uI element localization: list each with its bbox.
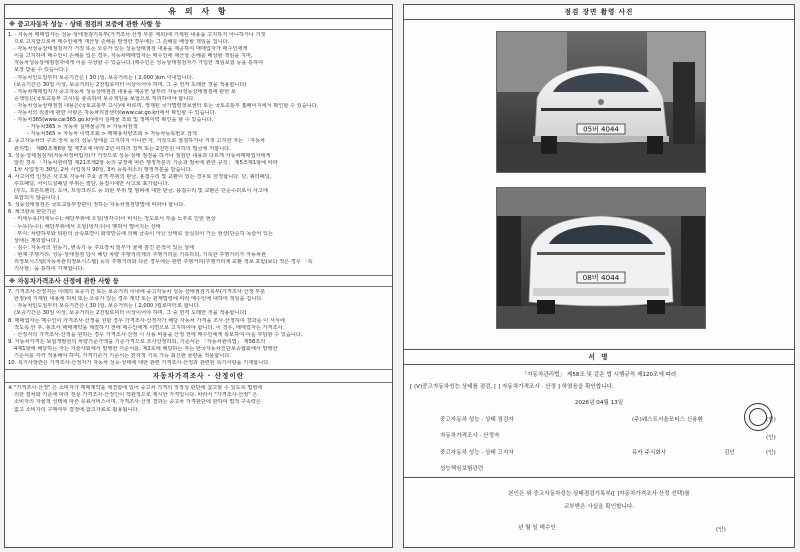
note-line: 3. 성능·상태점검자(자동차정비업자)가 거짓으로 성능·상태 점검을 하거나 점검한 내용과 다르게 자동차매매업자에게 (8, 152, 271, 159)
note-line: · 자동차인도일부터 보증기간은 ( 30 )일, 보증거리는 ( 2,000 )킬로미터로 합니다. (14, 303, 201, 310)
rear-photo (496, 187, 706, 329)
receipt-confirm-line2: 교부받은 사실을 확인합니다. (563, 504, 635, 510)
price-definition-body (5, 383, 392, 415)
note-line: 의한 절차와 기준에 따라 전문 가격조사·산정인이 객관적으로 제시한 가격입니다. 따라서 "가격조사·산정" 은 (14, 392, 258, 399)
note-line: 리정보시스템(자동차관리정보시스템) 등의 주행거리와 다른 경우에는 관련 주행거리(주행거리계 교환 정보 포함)보다 적은 경우 「특 (14, 259, 313, 265)
price-assessor-seal-mark: (인) (766, 435, 776, 441)
confirm-divider (404, 477, 794, 478)
note-line: · 자동차성능상태점검자가 거짓 또는 오류가 있는 성능상태점검 내용을 제공하여 매매업자가 매수인에게 (14, 46, 248, 53)
note-line: 이를 고지하여 매수인이 손해를 입은 경우, 자동차매매업자는 매수인에 재산상 손해를 배상할 책임을 지며, (14, 53, 253, 60)
note-line: (보증기간은 30일 이상, 보증거리는 2천킬로미터 이상이어야 하며, 그 중 먼저 도래한 것을 적용합니다) (14, 310, 247, 317)
note-line: 2. 중고자동차의 구조·장치 등의 성능·상태를 고지하지 아니한 자, 거짓으로 점검하거나 거짓 고지한 자는 「자동차 (8, 138, 266, 145)
note-line: · 자동차365(www.car365.go.kr)에서 실매물 조회 및 정비이력 확인을 할 수 있습니다. (14, 117, 214, 124)
note-line: 1. · 자동차 매매업자는 성능·상태점검기록부(가격조사·산정 부분 제외)에 기재된 내용을 고지하지 아니하거나 거짓 (8, 32, 266, 38)
warranty-body (5, 30, 392, 275)
inspector-name: (주)웨스트서울모터스 신용환 (632, 417, 703, 423)
note-line: 6. 체크항목 판단기준 (8, 209, 57, 216)
liability-insurance-label: 성능책임보험관련 (440, 466, 484, 472)
note-line: - 자동차365 > 자동차 이력조회 > 매매용차량조회 > 자동차등록번호 검색 (27, 131, 197, 138)
note-line: 기사항」을 통하여 기재합니다. (14, 266, 85, 273)
note-line: 소비자의 자율적 선택에 따른 유료서비스이며, 가격조사·산정 결과는 중고차 가격판단에 관하여 법적 구속력은 (14, 399, 261, 406)
note-line: · 산정자의 가격조사·산정을 원하는 경우 가격조사·산정 시 사용 비용을 산정 전에 매수인에게 통보하여 이를 부담할 수 있습니다. (14, 331, 303, 338)
note-line: · 부식: 차량하부와 외판의 금속표면이 화학반응에 의해 금속이 아닌 상태로 상실되어 가는 현상(단순히 녹슬어 있는 (14, 230, 274, 237)
inspector-seal-mark: (인) (766, 417, 776, 423)
confirmation-scope-text: [ (V)중고자동차성능·상태를 점검, [ ] 자동차가격조사 · 산정 ] 하였음을 확인합니다. (410, 384, 614, 390)
note-line: · 현재 주행거리: 성능·상태점검 당시 해당 차량 주행거리계의 주행거리를 기록하되, 기록한 주행거리가 자동차관 (14, 251, 266, 258)
warranty-heading: ※ 중고자동차 성능 · 상태 점검의 보증에 관한 사항 등 (5, 19, 392, 30)
note-line: - 자동차365 > 자동차 실매물공개 > 자동차검색 (27, 124, 138, 131)
note-line: 5. 성능상태점검은 국토교통부장관이 정하는 자동차점검방법에 따라야 합니다. (8, 202, 185, 209)
company-seal-icon (744, 403, 772, 431)
notifier-seal-mark: (인) (766, 450, 776, 456)
note-line: 4. 사고이력 인정은 사고로 자동차 주요 골격 부위의 판금, 용접수리 및 교환이 있는 경우로 한정합니다. 단, 쿼터패널, (8, 173, 272, 180)
note-line: 자동차성능상태점검자에게 이를 구상할 수 있습니다.(매수인은 성능상태점검자가 가입한 책임보험 등을 통하여 (14, 60, 264, 67)
note-line: · 침수: 자동차의 원동기, 변속기 등 주요장치 일부가 물에 잠긴 흔적이 있는 상태 (14, 244, 195, 251)
note-line: 적도록 한 후, 봉조사 매매계약을 체결하기 전에 매수인에게 서면으로 고지하여야 합니다. 이 경우, 매매업자는 가격조사 (14, 324, 283, 331)
notifier-name: 김인 (724, 450, 735, 456)
car-rear-image (497, 188, 705, 328)
photo-title: 점검 장면 촬영 사진 (404, 5, 794, 20)
note-line: 포함되지 않습니다.) (14, 195, 60, 202)
note-line: 9. 자동차가격은 보험개발원의 차량기준가액을 기준가격으로 조사산정하되, 기준서는 「자동차관리법」 제58조의 (8, 338, 266, 345)
buyer-seal-mark: (인) (716, 527, 726, 533)
note-line: 관리법」 제80조제6항 및 제7호에 따라 2년 이하의 징역 또는 2천만원 이하의 벌금에 처합니다. (14, 145, 231, 152)
note-line: · 누유(누수): 해당부위에서 오일(냉각수)이 맺혀서 떨어지는 상태 (14, 223, 161, 230)
note-line: 8. 매매업자는 매수인이 가격조사·산정을 원할 경우 가격조사·산정자가 해당 자동차 가격을 조사·산정하여 결과를 이 서식에 (8, 317, 285, 324)
note-line: 보장 받을 수 있습니다.) (14, 67, 68, 74)
front-photo (496, 31, 706, 173)
rear-plate-text: 08버 4044 (582, 273, 620, 282)
note-line: · 자동차인도일부터 보증기간은 ( 30 )일, 보증거리는 ( 2,000 )km 이내입니다. (14, 74, 194, 81)
note-line: ※ "가격조사·산정" 은 소비자가 매매계약을 체결함에 있어 중고차 가격의 적정성 판단에 참고할 수 있도록 법령에 (8, 385, 263, 392)
note-line: 없고 소비자의 구매여부 결정에 참고자료로 활용됩니다. (14, 406, 140, 413)
note-line: · 미세누유(미세누수): 해당부위에 오일(냉각수)이 비치는 정도로서 부품 노후로 인한 현상 (14, 216, 216, 223)
note-line: 으로 고지함으로써 매수인에게 재산상 손해를 발생한 경우에는 그 손해를 배상할 책임을 집니다. (14, 39, 230, 46)
note-line: · 자동차매매업자가 중고자동차 성능상태점검 내용을 제공한 날부터 자동차성능상태점검에 관한 보 (14, 88, 236, 95)
car-front-image (497, 32, 705, 172)
note-line: 알린 경우 「자동차관리법 제21조제2항 등의 규정에 따른 행정처분의 기준과 절차에 관한 규칙」 제5조제1항에 따라 (14, 159, 278, 166)
note-line: · 자동차의 리콜에 관한 사항은 자동차리콜센터(www.car.go.kr)에서 확인할 수 있습니다. (14, 110, 217, 117)
inspector-label: 중고자동차 성능 · 상태 점검자 (440, 417, 514, 423)
note-line: 상태는 제외합니다.) (14, 237, 60, 244)
note-line: 한정)에 기재된 내용에 허위 또는 오류가 있는 경우 계약 또는 관계법령에 따라 매수인에 대하여 책임을 집니다. (14, 296, 263, 303)
signature-title: 서 명 (404, 349, 794, 365)
note-line: · 자동차성능상태점검 내용은(국토교통부 고시)에 따르며, 정제된 국가법령정보센터 또는 국토교통부 홈페이지에서 확인할 수 있습니다. (14, 102, 319, 109)
price-assessor-label: 자동차가격조사 · 산정자 (440, 433, 500, 439)
notifier-company: 뮤카 주식회사 (632, 450, 667, 456)
price-heading: ※ 자동차가격조사 산정에 관한 사항 등 (5, 275, 392, 287)
note-line: 10. 특기사항란은 가격조사·산정자가 자동차 성능·상태에 대한 관련 가격조사·산정과 관련된 특기사항을 기재합니다. (8, 360, 270, 367)
legal-basis-text: 「자동차관리법」 제58조 및 같은 법 시행규칙 제120조에 따라 (521, 372, 677, 378)
notes-panel (4, 4, 393, 548)
note-line: 증책임은(국토교통부 고시)를 충족하여 보증책임을 보험으로 처리하여야 합니다. (14, 95, 195, 102)
price-definition-heading: 자동차가격조사 · 산정이란 (5, 369, 392, 383)
note-line: 루프패널, 사이드실패널 부위는 절단, 용접시에만 사고로 표기합니다. (14, 180, 170, 187)
note-line: 7. 가격조사·산정자는 아래의 보증기간 또는 보증거리 이내에 중고자동차 성능·상태점검기록부(가격조사·산정 부분 (8, 289, 266, 296)
note-line: 4제1항에 해당하는 자는 기술사회에서 발행한 기준서를, 제2호에 해당하는 자는 한국자동차진단보증협회에서 발행한 (14, 345, 278, 352)
front-plate-text: 05버 4044 (583, 125, 619, 134)
sign-date: 2026년 04월 13일 (574, 400, 624, 406)
notifier-label: 중고자동차 성능 · 상태 고지자 (440, 450, 514, 456)
note-line: 1차 사업정지 30일, 2차 사업정지 90일, 3차 등록취소의 행정처분을 받습니다. (14, 166, 193, 173)
note-line: 기준서를 각각 적용해야 하며, 가격기준가 기준서는 전자적 기록 가능 최신판 물량을 적용합니다. (14, 353, 231, 360)
photo-sign-panel (403, 4, 795, 548)
price-body (5, 287, 392, 369)
buyer-sign-row: 년 월 일 매수인 (518, 525, 556, 531)
note-line: (후드, 프론트펜더, 도어, 트렁크리드 등 외판 부위 및 범퍼에 대한 판금, 용접수리 및 교환은 단순수리로서 사고에 (14, 188, 268, 195)
notes-title: 유 의 사 항 (5, 5, 392, 19)
note-line: (보증기간은 30일 이상, 보증거리는 2천킬로미터 이상이어야 하며, 그 중 먼저 도래한 것을 적용합니다) (14, 81, 247, 88)
receipt-confirm-line1: 본인은 위 중고자동차성능·상태점검기록부([ ]자동차가격조사·산정 선택)를 (508, 491, 690, 497)
